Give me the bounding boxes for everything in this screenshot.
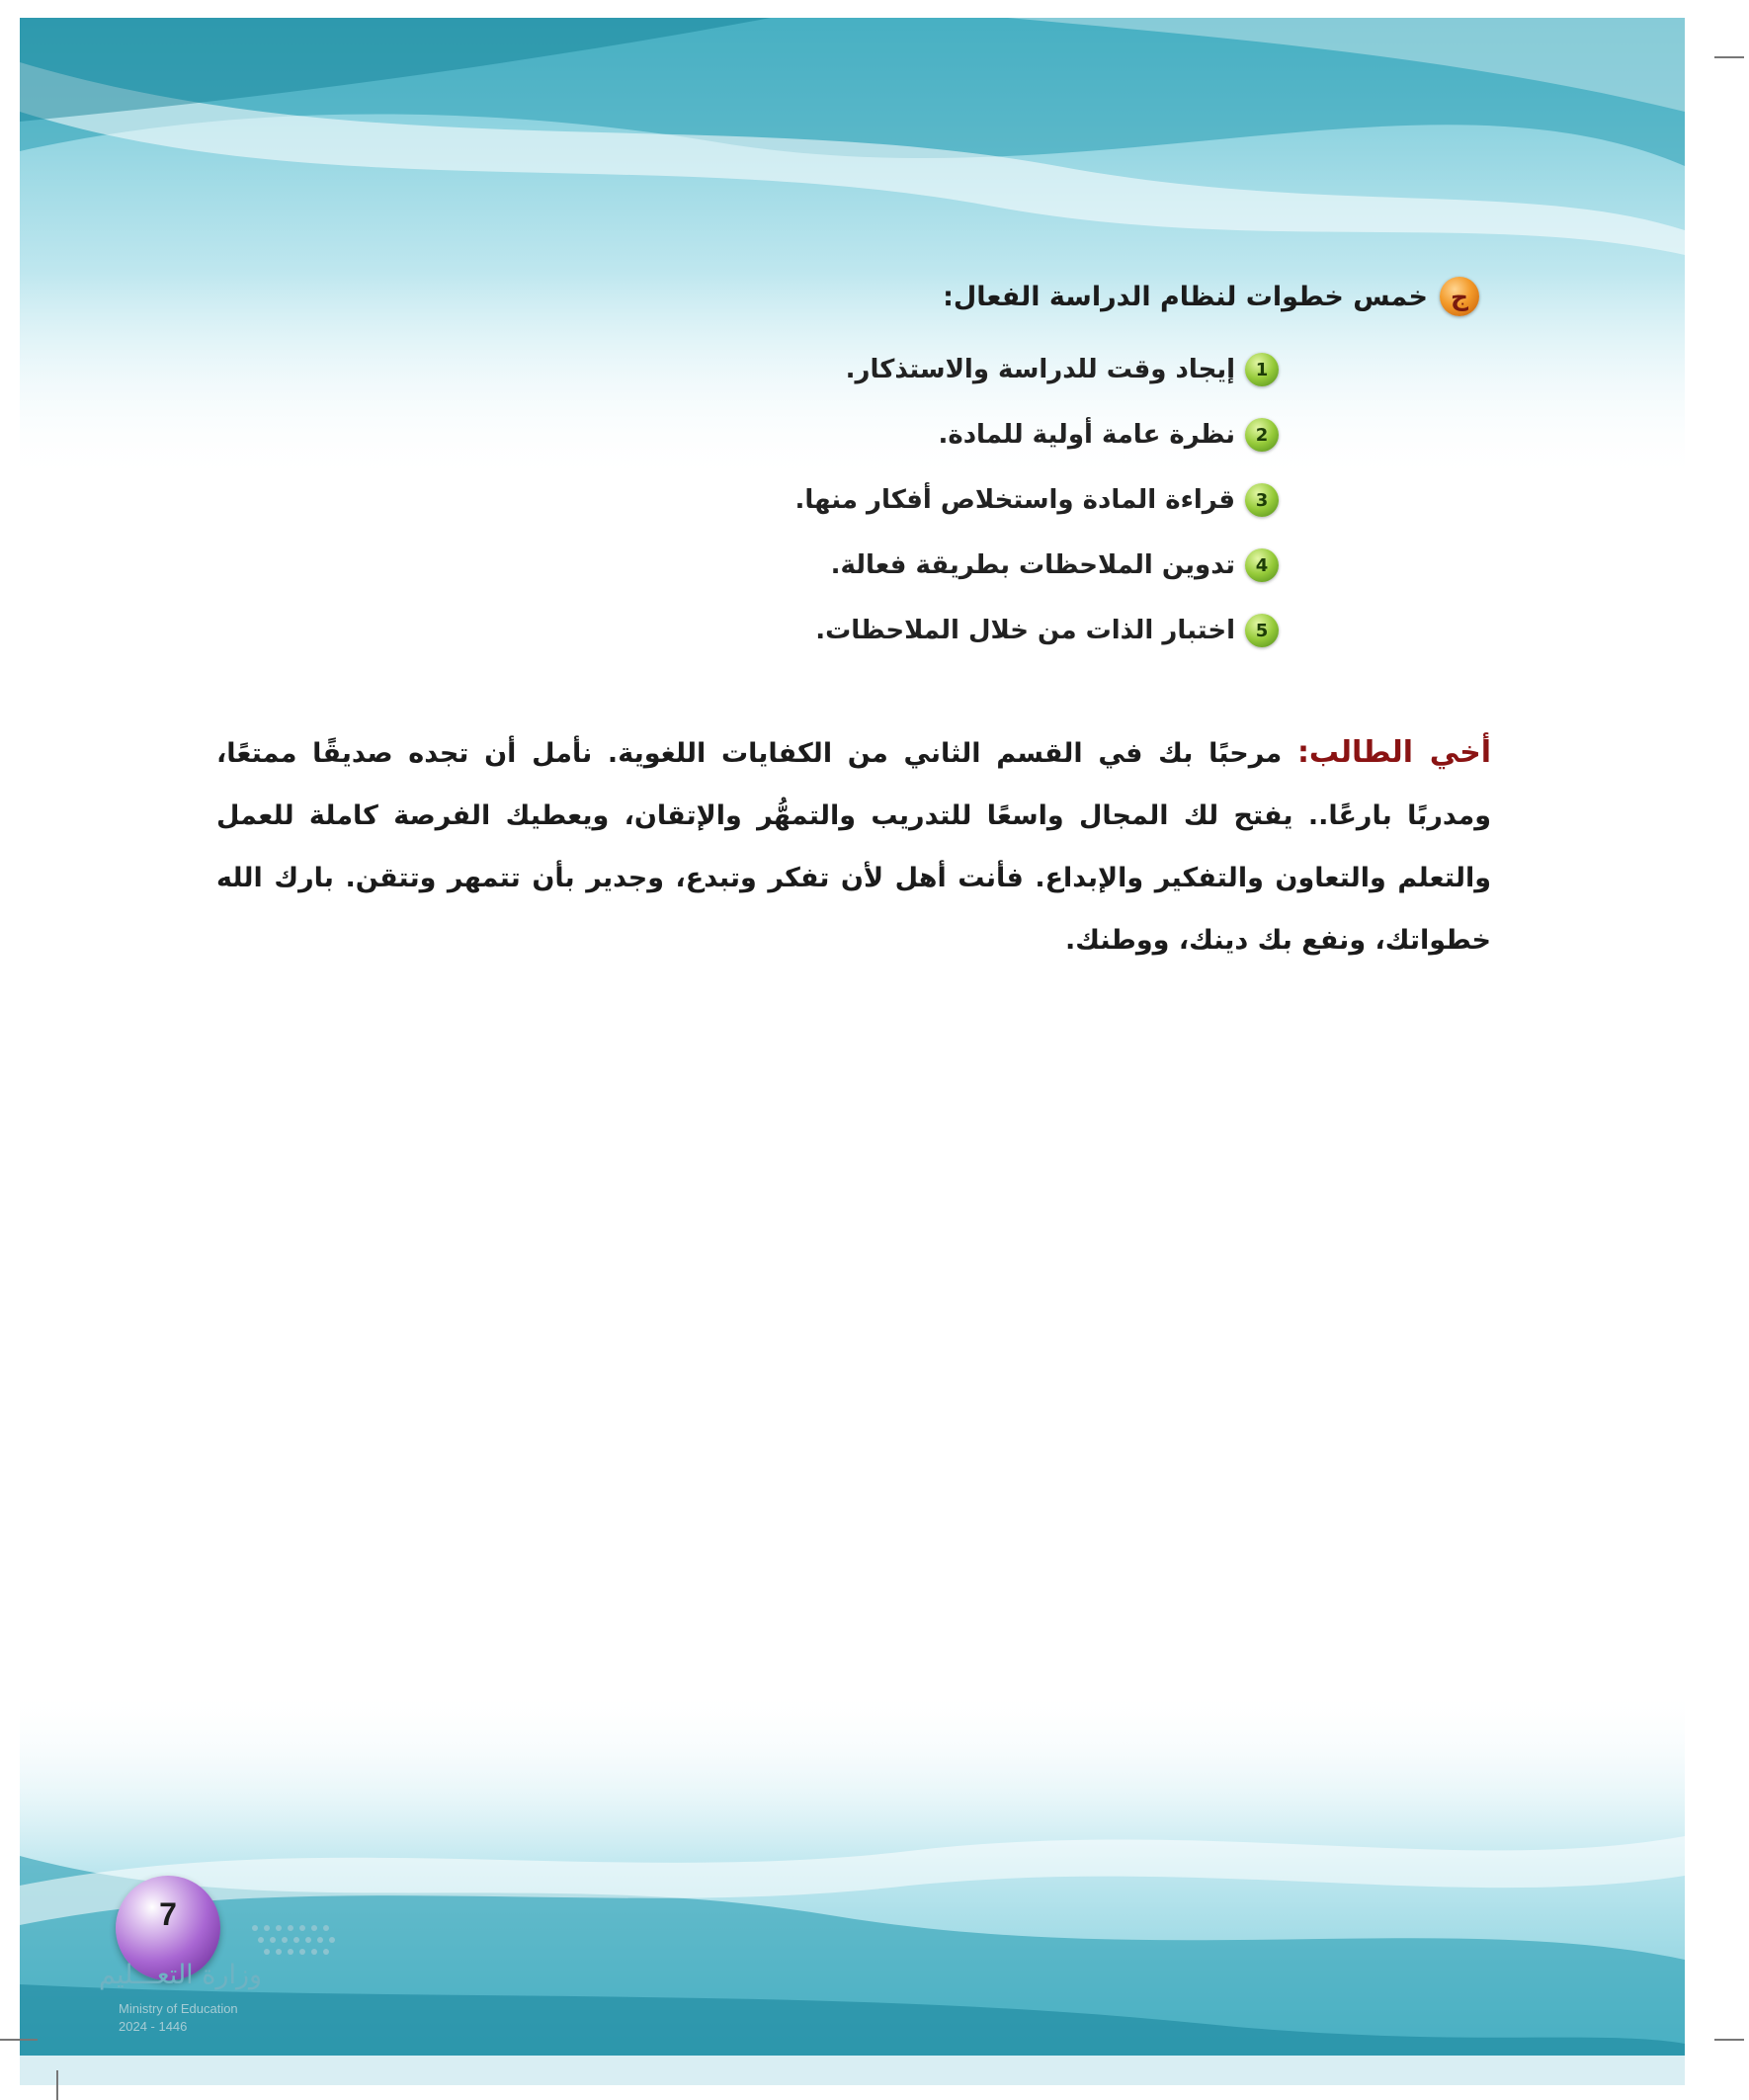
step-text: نظرة عامة أولية للمادة.: [938, 420, 1235, 450]
step-number-badge: 2: [1245, 418, 1279, 452]
page: [20, 18, 1685, 2085]
ministry-name-en: Ministry of Education: [119, 2001, 238, 2016]
step-number-badge: 5: [1245, 614, 1279, 647]
step-text: إيجاد وقت للدراسة والاستذكار.: [845, 355, 1235, 384]
crop-mark: [0, 2039, 38, 2041]
step-item: [794, 337, 1279, 402]
intro-lead: أخي الطالب:: [1296, 735, 1492, 770]
crop-mark: [1714, 2039, 1744, 2041]
intro-paragraph: [216, 721, 1491, 971]
page-number: 7: [159, 1895, 177, 1932]
section-heading: [943, 277, 1479, 316]
crop-mark: [1714, 56, 1744, 58]
step-item: [794, 402, 1279, 467]
step-item: [794, 598, 1279, 663]
intro-body: مرحبًا بك في القسم الثاني من الكفايات اللغوية. نأمل أن تجده صديقًا ممتعًا، ومدربًا بارعًا.. يفتح لك المجال واسعًا للتدريب والتمهُّر والإتقان، ويعطيك الفرصة كاملة للعمل والتعلم والتعاون والتفكير والإبداع. فأنت أهل لأن تفكر وتبدع، وجدير بأن تتمهر وتتقن. بارك الله خطواتك، ونفع بك دينك، ووطنك.: [216, 738, 1491, 956]
ministry-logo: [97, 1920, 339, 2058]
step-text: تدوين الملاحظات بطريقة فعالة.: [830, 550, 1235, 580]
step-text: قراءة المادة واستخلاص أفكار منها.: [794, 485, 1235, 515]
step-text: اختبار الذات من خلال الملاحظات.: [815, 616, 1235, 645]
ministry-year: 2024 - 1446: [119, 2019, 188, 2034]
step-number-badge: 3: [1245, 483, 1279, 517]
step-number-badge: 1: [1245, 353, 1279, 386]
ministry-logo-dots-icon: [245, 1920, 339, 1965]
section-title: خمس خطوات لنظام الدراسة الفعال:: [943, 281, 1428, 312]
section-letter-badge: ج: [1440, 277, 1479, 316]
step-item: [794, 533, 1279, 598]
ministry-name-ar: وزارة التعـــليم: [99, 1960, 263, 1990]
step-number-badge: 4: [1245, 548, 1279, 582]
steps-list: [794, 337, 1279, 663]
step-item: [794, 467, 1279, 533]
crop-mark: [56, 2070, 58, 2100]
